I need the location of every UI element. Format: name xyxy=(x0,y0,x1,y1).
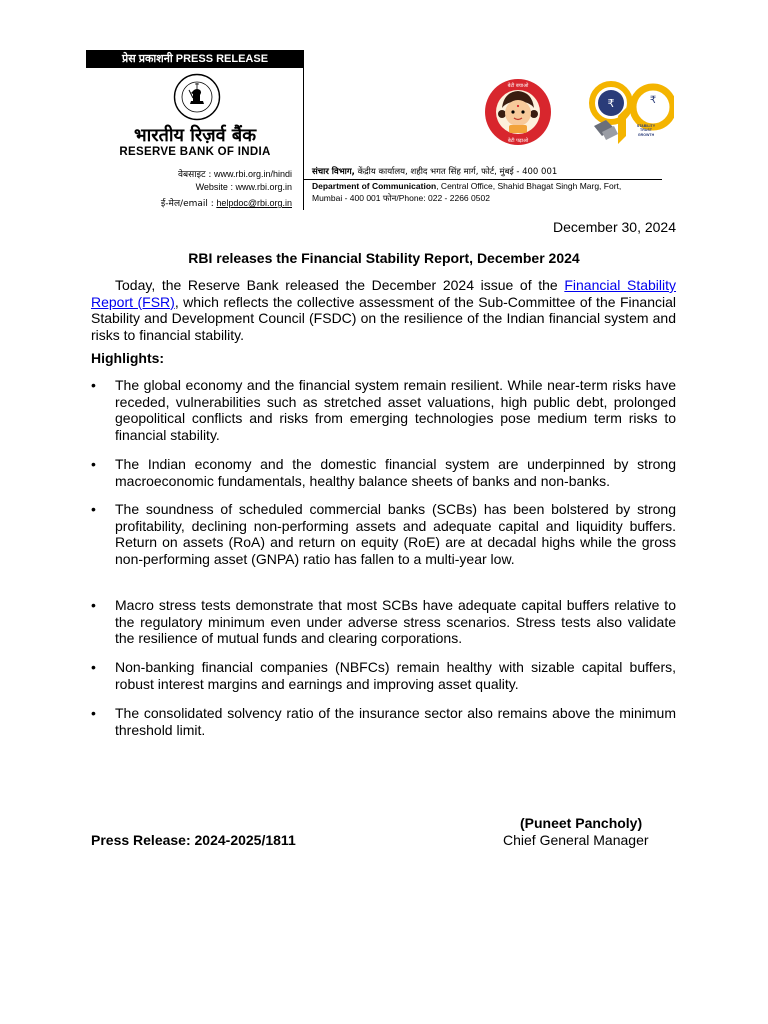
page-title: RBI releases the Financial Stability Report, December 2024 xyxy=(188,250,580,266)
press-release-number: Press Release: 2024-2025/1811 xyxy=(91,832,296,848)
svg-text:₹: ₹ xyxy=(649,95,657,106)
list-item xyxy=(91,377,676,443)
list-item-text: The soundness of scheduled commercial banks (SCBs) has been bolstered by strong profitability, declining non-performing assets and adequate capital and liquidity buffers. Return on assets (RoA) and return on equity (RoE) are at decadal highs while the gross non-performing asset (GNPA) ratio has fallen to a multi-year low. xyxy=(115,501,676,567)
website-hindi-row xyxy=(178,167,292,180)
fsr-link[interactable]: Financial Stability Report (FSR) xyxy=(91,277,677,310)
intro-text-after: , which reflects the collective assessment of the Sub-Committee of the Financial Stability and Development Council (FSDC) on the resilience of the Indian financial system and risks to financial stability. xyxy=(91,293,677,343)
email-row xyxy=(161,196,292,209)
list-item-text: Non-banking financial companies (NBFCs) remain healthy with sizable capital buffers, robust interest margins and earnings and improving asset quality. xyxy=(115,659,676,692)
website-value: www.rbi.org.in xyxy=(235,182,292,192)
dept-english-rest: , Central Office, Shahid Bhagat Singh Marg, Fort, xyxy=(436,181,622,191)
list-item xyxy=(91,456,676,489)
website-hindi-label: वेबसाइट : xyxy=(178,170,212,180)
rbi-seal-icon xyxy=(173,73,221,121)
intro-text-before: Today, the Reserve Bank released the December 2024 issue of the xyxy=(115,277,565,293)
logo-girl-top-text: बेटी बचाओ xyxy=(507,83,529,89)
signatory-name: (Puneet Pancholy) xyxy=(520,815,643,831)
list-item-text: The global economy and the financial system remain resilient. While near-term risks have receded, vulnerabilities such as stretched asset valuations, high public debt, prolonged geopolitical conflicts and risks from emerging technologies pose medium term risks to financial stability. xyxy=(115,377,676,443)
bullet-icon: • xyxy=(91,456,96,472)
dept-hindi-rest: केंद्रीय कार्यालय, शहीद भगत सिंह मार्ग, फोर्ट, मुंबई - 400 001 xyxy=(354,167,558,177)
rbi-90-logo-icon xyxy=(588,80,674,146)
signatory-designation: Chief General Manager xyxy=(503,832,649,848)
email-link[interactable]: helpdoc@rbi.org.in xyxy=(216,198,292,208)
bullet-icon: • xyxy=(91,377,96,393)
logo-girl-bottom-text: बेटी पढ़ाओ xyxy=(507,138,529,144)
bank-name-hindi: भारतीय रिज़र्व बैंक xyxy=(133,125,257,146)
bullet-icon: • xyxy=(91,659,96,675)
letterhead-divider xyxy=(304,179,662,180)
list-item-text: The consolidated solvency ratio of the insurance sector also remains above the minimum threshold limit. xyxy=(115,705,676,738)
website-row xyxy=(196,182,292,192)
bullet-icon: • xyxy=(91,705,96,721)
press-release-band: प्रेस प्रकाशनी PRESS RELEASE xyxy=(86,50,304,68)
dept-hindi-line xyxy=(312,166,557,177)
list-item-text: Macro stress tests demonstrate that most SCBs have adequate capital buffers relative to the regulatory minimum even under adverse stress scenarios. Stress tests also validate the resilience of mutual funds and clearing corporations. xyxy=(115,597,676,646)
website-label: Website : xyxy=(195,182,233,192)
dept-english-line xyxy=(312,181,621,191)
dept-hindi-bold: संचार विभाग, xyxy=(312,167,355,177)
beti-bachao-logo-icon xyxy=(484,78,552,146)
list-item xyxy=(91,597,676,647)
highlights-heading: Highlights: xyxy=(91,350,165,366)
list-item xyxy=(91,705,676,738)
bullet-icon: • xyxy=(91,597,96,613)
svg-text:₹: ₹ xyxy=(607,97,615,110)
list-item xyxy=(91,659,676,692)
logo-90-text: STABILITY TRUST GROWTH xyxy=(636,124,656,137)
dept-phone-line: Mumbai - 400 001 फोन/Phone: 022 - 2266 0502 xyxy=(312,193,490,203)
website-hindi-value: www.rbi.org.in/hindi xyxy=(213,169,292,179)
bullet-icon: • xyxy=(91,501,96,517)
release-date: December 30, 2024 xyxy=(553,219,676,235)
bank-name-english: RESERVE BANK OF INDIA xyxy=(119,146,271,158)
email-label: ई-मेल/email : xyxy=(160,199,214,209)
list-item-text: The Indian economy and the domestic financial system are underpinned by strong macroeconomic fundamentals, healthy balance sheets of banks and non-banks. xyxy=(115,456,676,489)
intro-paragraph xyxy=(91,277,676,343)
list-item xyxy=(91,501,676,567)
dept-english-bold: Department of Communication xyxy=(312,181,437,191)
